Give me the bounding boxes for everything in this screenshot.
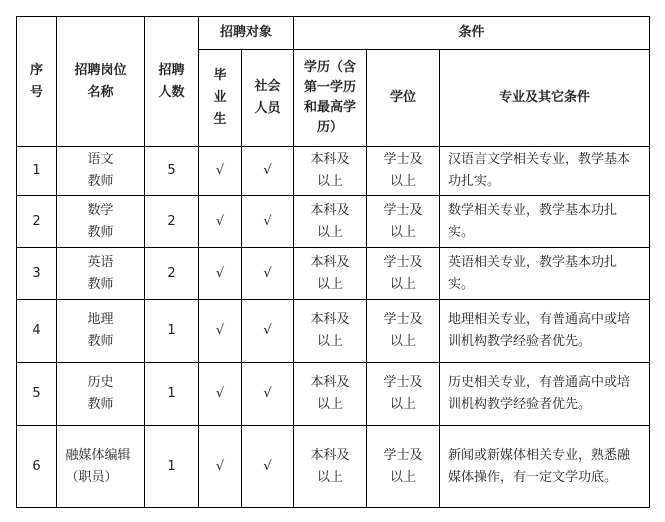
cell-seq: 2 xyxy=(17,196,57,248)
cell-education: 本科及以上 xyxy=(294,248,367,300)
cell-degree: 学士及以上 xyxy=(367,248,440,300)
cell-count: 2 xyxy=(145,248,199,300)
cell-graduate-check: √ xyxy=(199,300,242,363)
header-target: 招聘对象 xyxy=(199,17,294,50)
cell-degree: 学士及以上 xyxy=(367,426,440,508)
cell-graduate-check: √ xyxy=(199,196,242,248)
cell-graduate-check: √ xyxy=(199,248,242,300)
cell-count: 1 xyxy=(145,426,199,508)
cell-education: 本科及以上 xyxy=(294,363,367,426)
cell-education: 本科及以上 xyxy=(294,426,367,508)
cell-count: 1 xyxy=(145,363,199,426)
header-social: 社会人员 xyxy=(242,50,294,147)
cell-seq: 6 xyxy=(17,426,57,508)
header-conditions: 条件 xyxy=(294,17,650,50)
table-row xyxy=(17,363,650,426)
cell-position: 英语教师 xyxy=(57,248,145,300)
cell-major: 汉语言文学相关专业，教学基本功扎实。 xyxy=(440,147,650,196)
cell-social-check: √ xyxy=(242,426,294,508)
cell-major: 新闻或新媒体相关专业，熟悉融媒体操作，有一定文学功底。 xyxy=(440,426,650,508)
cell-major: 数学相关专业，教学基本功扎实。 xyxy=(440,196,650,248)
cell-degree: 学士及以上 xyxy=(367,300,440,363)
cell-seq: 1 xyxy=(17,147,57,196)
table-row xyxy=(17,248,650,300)
cell-graduate-check: √ xyxy=(199,426,242,508)
cell-education: 本科及以上 xyxy=(294,196,367,248)
cell-social-check: √ xyxy=(242,300,294,363)
header-count: 招聘人数 xyxy=(145,17,199,147)
table-row xyxy=(17,196,650,248)
cell-graduate-check: √ xyxy=(199,363,242,426)
cell-position: 语文教师 xyxy=(57,147,145,196)
cell-count: 2 xyxy=(145,196,199,248)
header-degree: 学位 xyxy=(367,50,440,147)
cell-position: 数学教师 xyxy=(57,196,145,248)
table-row xyxy=(17,300,650,363)
cell-degree: 学士及以上 xyxy=(367,363,440,426)
cell-major: 地理相关专业，有普通高中或培训机构教学经验者优先。 xyxy=(440,300,650,363)
cell-education: 本科及以上 xyxy=(294,147,367,196)
cell-social-check: √ xyxy=(242,147,294,196)
header-seq: 序号 xyxy=(17,17,57,147)
cell-social-check: √ xyxy=(242,248,294,300)
header-major: 专业及其它条件 xyxy=(440,50,650,147)
table-row xyxy=(17,147,650,196)
recruitment-table xyxy=(16,16,650,508)
header-row-1 xyxy=(17,17,650,50)
cell-seq: 3 xyxy=(17,248,57,300)
header-position: 招聘岗位名称 xyxy=(57,17,145,147)
cell-social-check: √ xyxy=(242,196,294,248)
header-education: 学历（含第一学历和最高学历） xyxy=(294,50,367,147)
cell-major: 英语相关专业，教学基本功扎实。 xyxy=(440,248,650,300)
recruitment-table-container xyxy=(16,16,650,508)
cell-position: 历史教师 xyxy=(57,363,145,426)
cell-seq: 4 xyxy=(17,300,57,363)
cell-social-check: √ xyxy=(242,363,294,426)
cell-seq: 5 xyxy=(17,363,57,426)
cell-count: 5 xyxy=(145,147,199,196)
cell-degree: 学士及以上 xyxy=(367,147,440,196)
table-row xyxy=(17,426,650,508)
cell-position: 融媒体编辑（职员） xyxy=(57,426,145,508)
cell-education: 本科及以上 xyxy=(294,300,367,363)
header-graduate: 毕业生 xyxy=(199,50,242,147)
cell-graduate-check: √ xyxy=(199,147,242,196)
cell-position: 地理教师 xyxy=(57,300,145,363)
cell-count: 1 xyxy=(145,300,199,363)
cell-major: 历史相关专业，有普通高中或培训机构教学经验者优先。 xyxy=(440,363,650,426)
cell-degree: 学士及以上 xyxy=(367,196,440,248)
